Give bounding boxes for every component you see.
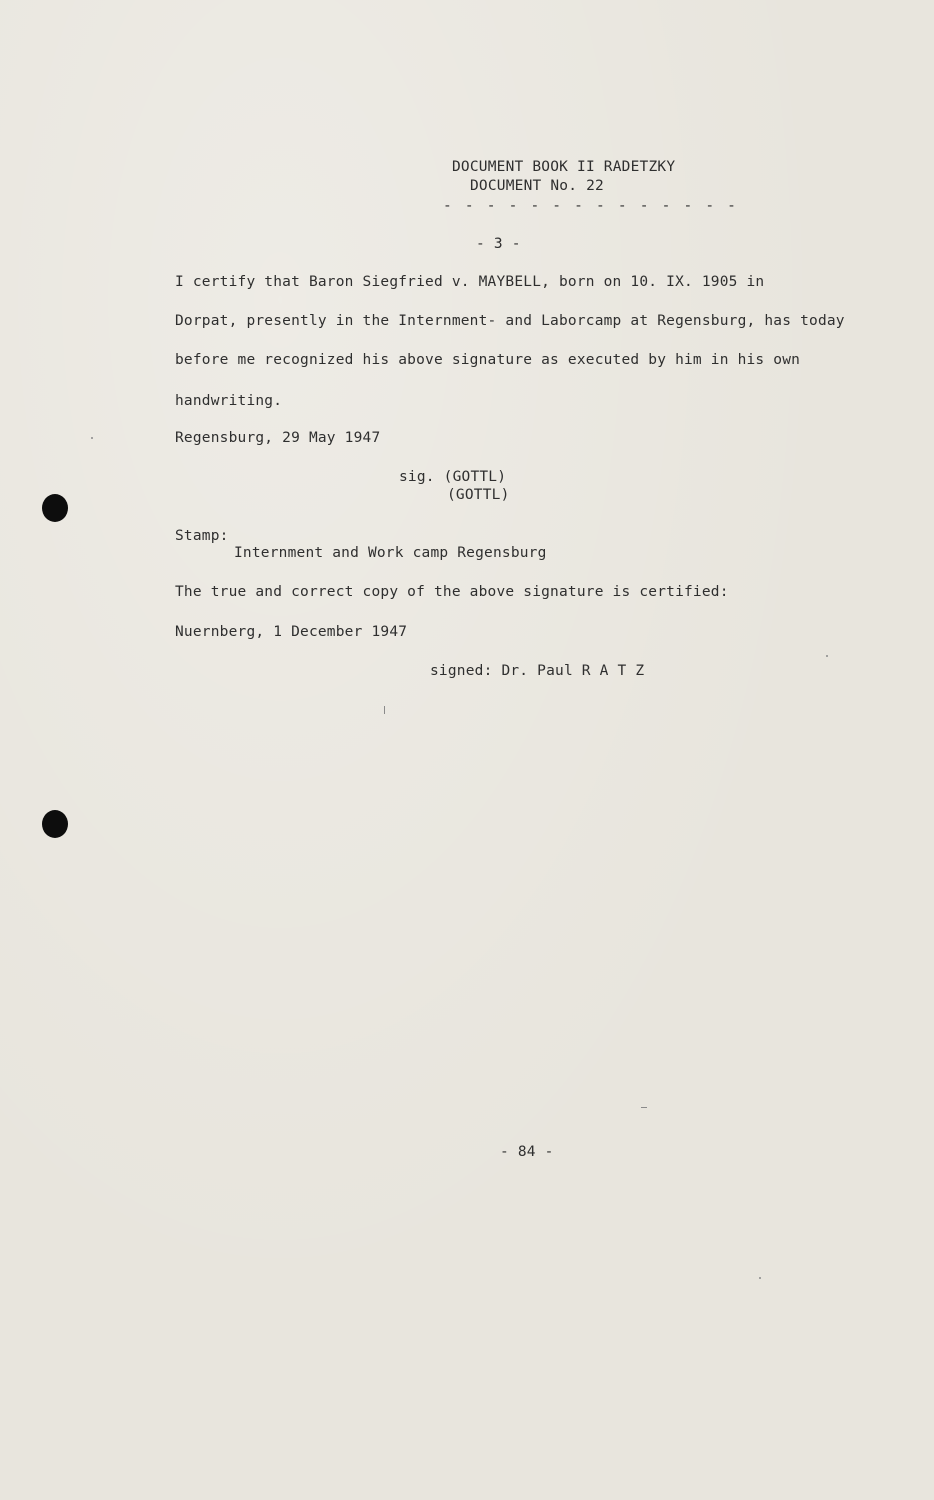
signature-line-repeat: (GOTTL) bbox=[447, 487, 510, 503]
copy-certification-text: The true and correct copy of the above signature is certified: bbox=[175, 584, 729, 600]
paper-speck bbox=[91, 437, 93, 439]
punch-hole-bottom bbox=[42, 810, 68, 838]
certification-line: before me recognized his above signature as executed by him in his own bbox=[175, 352, 801, 368]
paper-speck bbox=[826, 655, 828, 657]
certification-place-date: Regensburg, 29 May 1947 bbox=[175, 430, 381, 446]
copy-certification-place-date: Nuernberg, 1 December 1947 bbox=[175, 624, 408, 640]
document-book-title: DOCUMENT BOOK II RADETZKY bbox=[452, 159, 676, 175]
paper-speck bbox=[759, 1277, 761, 1279]
page-number: - 3 - bbox=[476, 236, 521, 252]
header-rule: - - - - - - - - - - - - - - bbox=[443, 198, 739, 214]
punch-hole-top bbox=[42, 494, 68, 522]
stamp-text: Internment and Work camp Regensburg bbox=[234, 545, 547, 561]
document-number: DOCUMENT No. 22 bbox=[470, 178, 604, 194]
signature-line: sig. (GOTTL) bbox=[399, 469, 507, 485]
certification-line: Dorpat, presently in the Internment- and Laborcamp at Regensburg, has today bbox=[175, 313, 845, 329]
paper-speck bbox=[384, 706, 385, 714]
certification-line: handwriting. bbox=[175, 393, 283, 409]
certification-line: I certify that Baron Siegfried v. MAYBELL, born on 10. IX. 1905 in bbox=[175, 274, 765, 290]
paper-speck bbox=[641, 1107, 647, 1108]
footer-page-number: - 84 - bbox=[500, 1144, 554, 1160]
copy-certification-signed: signed: Dr. Paul R A T Z bbox=[430, 663, 645, 679]
stamp-label: Stamp: bbox=[175, 528, 229, 544]
